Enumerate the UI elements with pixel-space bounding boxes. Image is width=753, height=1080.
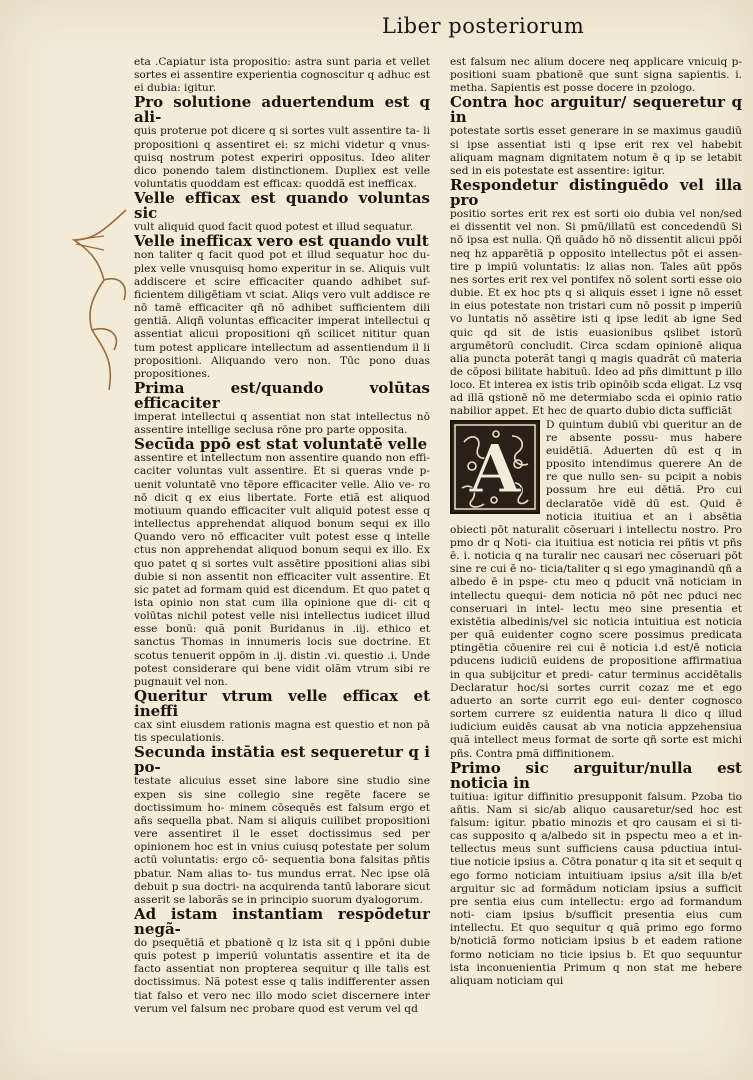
marginal-manicule-icon <box>64 200 134 410</box>
paragraph-text: vult aliquid quod facit quod potest et illud sequatur. <box>134 221 414 234</box>
paragraph-heading: Velle inefficax vero est quando vult <box>134 232 429 251</box>
paragraph-heading: Velle efficax est quando voluntas sic <box>134 189 430 223</box>
paragraph-text: quis proterue pot dicere q si sortes vult assentire ta- li propositioni q assentiret ei: sz michi videtur q vnus- quisq nostrum potest experiri oppositus. Ideo aliter dico ponendo talem distinctionem. Dupliex est velle voluntatis quoddam est efficax: quoddã est inefficax. <box>134 125 430 191</box>
initial-paragraph-text: D quintum dubiū vbi queritur an de re absente possu- mus habere euidētiã. Aduerten dū est q in pposito intendimus querere An de re que nullo sen- su pcipit a nobis possum hre eui dētiã. Pro cui declaratōe vidē dū est. Quid ē noticia ituitiua et an i absētia obiecti pōt naturalit cōseruari i intellectu nostro. Pro pmo dr q Noti- cia ituitiua est noticia rei pñtis vt pñs ē. i. noticia q na turalir nec causari nec cōseruari pōt sine re cui ē no- ticia/taliter q si ego ymaginandū qñ a albedo ē in pspe- ctu meo q pducit vnã noticiam in intellectu quequi- dem noticia nō pōt nec pduci nec conseruari in intel- lectu meo sine presentia et existētia albedinis/vel sic noticia intuitiua est noticia per quã euidenter cogno scere possimus predicata ptingētia cōuenire rei cui ē noticia i.d est/ē noticia pducens iudiciū euidens de propositione affirmatiua in qua subijcitur et predi- catur terminus accidētalis Declaratur hoc/si sortes currit cozaz me et ego aduerto an sorte currit ego eui- denter cognosco sortem currere sz euidentia natura li dico q illud iudicium euidēs causat ab vna noticia appzehensiua quã intellect meus format de sorte qñ sorte est michi pñs. Contra pmã diffinitionem. <box>450 418 742 760</box>
right-column <box>450 56 742 1056</box>
paragraph-text: do psequētiã et pbationē q lz ista sit q i ppōni dubie quis potest p imperiū voluntatis assentire et ita de facto assentiat non propterea sequitur q ille talis est doctissimus. Nã potest esse q talis indifferenter assen tiat falso et vero nec illo modo sciet discernere inter verum vel falsum nec probare quod est verum vel qd <box>134 936 430 1015</box>
initial-paragraph <box>450 419 742 761</box>
woodcut-initial-a <box>450 420 540 514</box>
paragraph-text: non taliter q facit quod pot et illud sequatur hoc du- plex velle vnusquisq homo experitur in se. Aliquis vult addiscere et scire efficaciter quando adhibet suf- ficientem diligētiam vt sciat. Aliqs vero vult addisce re nō tamē efficaciter qñ nō adhibet sufficientem dili gentiã. Aliqñ voluntas efficaciter imperat intellectui q assentiat alicui propositioni qñ scilicet nititur quan tum potest applicare intellectum ad assentiendum il li propositioni. Aliquando vero non. Tūc pono duas propositiones. <box>134 249 430 380</box>
paragraph-heading: Queritur vtrum velle efficax et ineffi <box>134 687 430 721</box>
paragraph-heading: Respondetur distinguēdo vel illa pro <box>450 176 742 210</box>
left-column <box>134 56 430 1056</box>
paragraph-heading: Secunda instātia est sequeretur q i po- <box>134 743 430 777</box>
paragraph-heading: Ad istam instantiam respōdetur negã- <box>134 904 430 938</box>
paragraph-text: assentire et intellectum non assentire quando non effi- caciter voluntas vult assentire. Et si queras vnde p- uenit voluntatē vno tēpore efficaciter velle. Alio ve- ro nō dicit q ex eius libertate. Forte etiã est aliquod motiuum quando efficaciter vult aliquid potest esse q intellectus apprehendat aliquod bonum sequi ex illo Quando vero nō efficaciter vult potest esse q intelle ctus non apprehendat aliquod bonum sequi ex illo. Ex quo patet q si sortes vult assētire ppositioni alias sibi dubie si non assentit non efficaciter vult assentire. Et sic patet ad formam quid est dicendum. Et quo patet q ista opinio non stat cum illa opinione que di- cit q volūtas nichil potest velle nisi intellectus iudicet illud esse bonū: quã ponit Buridanus in .iij. ethico et sanctus Thomas in innumeris locis sue doctrine. Et scotus tenuerit oppōm in .ij. distin .vi. questio .i. Unde potest considerare qui bene vidit olãm vtrum sibi re pugnauit vel non. <box>134 452 430 688</box>
paragraph-heading: Primo sic arguitur/nulla est noticia in <box>450 758 742 792</box>
paragraph-text: positio sortes erit rex est sorti oio dubia vel non/sed ei dissentit vel non. Si pmū/illatū est concedendū Si nō ipsa est nulla. Qñ quādo hō nō dissentit alicui ppōi neq hz apparētiã p opposito intellectus pōt ei assen- tire p impiū voluntatis: lz alias non. Tales aūt ppōs nes sortes erit rex vel pontifex nō solent sorti esse oio dubie. Et ex hoc pts q si aliquis esset i igne nō esset in eius potestate non tristari cum nō possit p imperiū vo luntatis nō assētire isti q ipse ledit ab igne Sed quic qd sit de istis euasionibus qslibet istorū argumētorū concludit. Circa scdam opinionē aliqua alia puncta poterãt tangi q magis quadrãt cū materia de cōposi bilitate habituū. Ideo ad pñs dimittunt p illo loco. Et interea ex istis trib opinōib scda eligat. Lz vsq ad illã qstionē nō me determiabo scda ei opinio ratio nabilior appet. Et hec de quarto dubio dicta sufficiãt <box>450 208 742 418</box>
paragraph-text: tuitiua: igitur diffinitio presupponit falsum. Pzoba tio añtis. Nam si sic/ab aliquo causaretur/sed hoc est falsum: igitur. pbatio minozis et qro causam ei si ti- cas supposito q a/albedo sit in pspectu meo a et in- tellectus meus sunt sufficiens causa pductiua intui- tiue noticie ipsius a. Cōtra ponatur q ita sit et sequit q ego formo noticiam intuitiuam ipsius a/sit illa b/et arguitur sic ad formādum noticiam ipsius a sufficit pre sentia eius cum intellectu: ergo ad formandum noti- ciam ipsius b/sufficit presentia eius cum intellectu. Et quo sequitur q quã primo ego formo b/noticiã formo noticiam ipsius b et eadem ratione formo noticiam no ticie ipsius b. Et quo sequuntur ista inconuenientia Primum q non stat me hebere aliquam noticiam qui <box>450 790 742 987</box>
running-head: Liber posteriorum <box>382 14 585 38</box>
paragraph-text: testate alicuius esset sine labore sine studio sine expen sis sine collegio sine regēte facere se doctissimum ho- minem cōsequēs est falsum ergo et añs sequella pbat. Nam si aliquis cuilibet propositioni vere assentiret il le esset doctissimus sed per opinionem hoc est in vnius cuiusq potestate per solum actū voluntatis: ergo cō- sequentia bona falsitas pñtis pbatur. Nam alias to- tus mundus errat. Nec ipse olã debuit p sua doctri- na acquirenda tantū laborare sicut asserit se laborãs se in principio suorum dyalogorum. <box>134 775 430 906</box>
paragraph-heading: Prima est/quando volūtas efficaciter <box>134 378 430 412</box>
paragraph-text: potestate sortis esset generare in se maximus gaudiū si ipse assentiat isti q ipse erit rex vel habebit aliquam magnam dignitatem notum ē q ip se letabit sed in eis potestate est assentire: igitur. <box>450 125 742 177</box>
paragraph-heading: Pro solutione aduertendum est q ali- <box>134 93 430 127</box>
paragraph-text: est falsum nec alium docere neq applicare vnicuiq p- positioni suam pbationē que sunt signa sapientis. i. metha. Sapientis est posse docere in pzologo. <box>450 56 742 95</box>
paragraph-heading: Secūda ppō est stat voluntatē velle <box>134 435 428 454</box>
initial-letter: A <box>469 429 521 508</box>
paragraph-text: imperat intellectui q assentiat non stat intellectus nō assentire intellige seclusa rōne pro parte opposita. <box>134 410 430 437</box>
paragraph-text: eta .Capiatur ista propositio: astra sunt paria et vellet sortes ei assentire experientia cognoscitur q adhuc est ei dubia: igitur. <box>134 56 430 95</box>
paragraph-text: cax sint eiusdem rationis magna est questio et non pā tis speculationis. <box>134 719 430 745</box>
paragraph-heading: Contra hoc arguitur/ sequeretur q in <box>450 93 742 127</box>
